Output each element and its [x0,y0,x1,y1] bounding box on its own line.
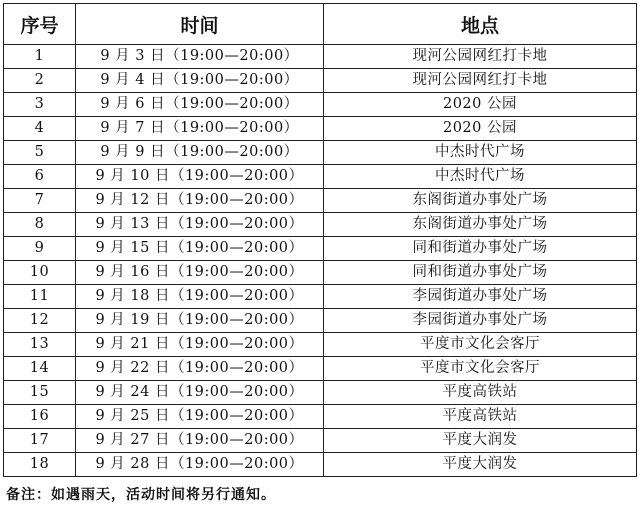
row-number-cell: 6 [4,165,76,189]
row-number-cell: 7 [4,189,76,213]
row-time-cell: 9 月 21 日（19:00—20:00） [76,333,324,357]
row-time-cell: 9 月 4 日（19:00—20:00） [76,69,324,93]
row-location-cell: 平度市文化会客厅 [324,333,637,357]
row-location-cell: 平度高铁站 [324,405,637,429]
row-number-cell: 4 [4,117,76,141]
row-number-cell: 9 [4,237,76,261]
row-time-cell: 9 月 12 日（19:00—20:00） [76,189,324,213]
table-row [4,165,637,189]
table-row [4,45,637,69]
footnote-remark: 备注：如遇雨天，活动时间将另行通知。 [6,487,276,503]
row-time-cell: 9 月 3 日（19:00—20:00） [76,45,324,69]
row-number-cell: 5 [4,141,76,165]
row-number-cell: 18 [4,453,76,477]
row-number-cell: 17 [4,429,76,453]
row-time-cell: 9 月 15 日（19:00—20:00） [76,237,324,261]
table-row [4,237,637,261]
row-number-cell: 15 [4,381,76,405]
table-row [4,333,637,357]
row-location-cell: 东阁街道办事处广场 [324,189,637,213]
row-time-cell: 9 月 7 日（19:00—20:00） [76,117,324,141]
row-number-cell: 8 [4,213,76,237]
row-time-cell: 9 月 9 日（19:00—20:00） [76,141,324,165]
schedule-table [3,3,637,477]
table-row [4,309,637,333]
row-location-cell: 平度大润发 [324,453,637,477]
row-number-cell: 16 [4,405,76,429]
row-number-cell: 2 [4,69,76,93]
row-location-cell: 平度市文化会客厅 [324,357,637,381]
table-row [4,357,637,381]
row-location-cell: 平度高铁站 [324,381,637,405]
row-time-cell: 9 月 22 日（19:00—20:00） [76,357,324,381]
row-location-cell: 现河公园网红打卡地 [324,69,637,93]
row-location-cell: 李园街道办事处广场 [324,309,637,333]
row-location-cell: 东阁街道办事处广场 [324,213,637,237]
table-header-row [4,4,637,45]
row-location-cell: 2020 公园 [324,93,637,117]
row-time-cell: 9 月 18 日（19:00—20:00） [76,285,324,309]
table-row [4,93,637,117]
row-location-cell: 同和街道办事处广场 [324,261,637,285]
table-row [4,189,637,213]
row-time-cell: 9 月 10 日（19:00—20:00） [76,165,324,189]
row-location-cell: 李园街道办事处广场 [324,285,637,309]
row-number-cell: 14 [4,357,76,381]
header-location: 地点 [324,4,637,45]
table-row [4,213,637,237]
row-number-cell: 10 [4,261,76,285]
row-time-cell: 9 月 16 日（19:00—20:00） [76,261,324,285]
table-row [4,69,637,93]
header-time: 时间 [76,4,324,45]
row-location-cell: 中杰时代广场 [324,141,637,165]
table-row [4,405,637,429]
row-time-cell: 9 月 19 日（19:00—20:00） [76,309,324,333]
row-time-cell: 9 月 27 日（19:00—20:00） [76,429,324,453]
table-row [4,261,637,285]
table-row [4,429,637,453]
table-row [4,381,637,405]
row-time-cell: 9 月 6 日（19:00—20:00） [76,93,324,117]
row-location-cell: 中杰时代广场 [324,165,637,189]
table-row [4,453,637,477]
row-number-cell: 12 [4,309,76,333]
row-location-cell: 2020 公园 [324,117,637,141]
table-row [4,141,637,165]
row-time-cell: 9 月 28 日（19:00—20:00） [76,453,324,477]
row-location-cell: 现河公园网红打卡地 [324,45,637,69]
table-row [4,117,637,141]
row-time-cell: 9 月 24 日（19:00—20:00） [76,381,324,405]
row-number-cell: 13 [4,333,76,357]
row-time-cell: 9 月 25 日（19:00—20:00） [76,405,324,429]
row-location-cell: 同和街道办事处广场 [324,237,637,261]
row-number-cell: 11 [4,285,76,309]
row-location-cell: 平度大润发 [324,429,637,453]
row-number-cell: 1 [4,45,76,69]
row-time-cell: 9 月 13 日（19:00—20:00） [76,213,324,237]
table-row [4,285,637,309]
header-number: 序号 [4,4,76,45]
row-number-cell: 3 [4,93,76,117]
